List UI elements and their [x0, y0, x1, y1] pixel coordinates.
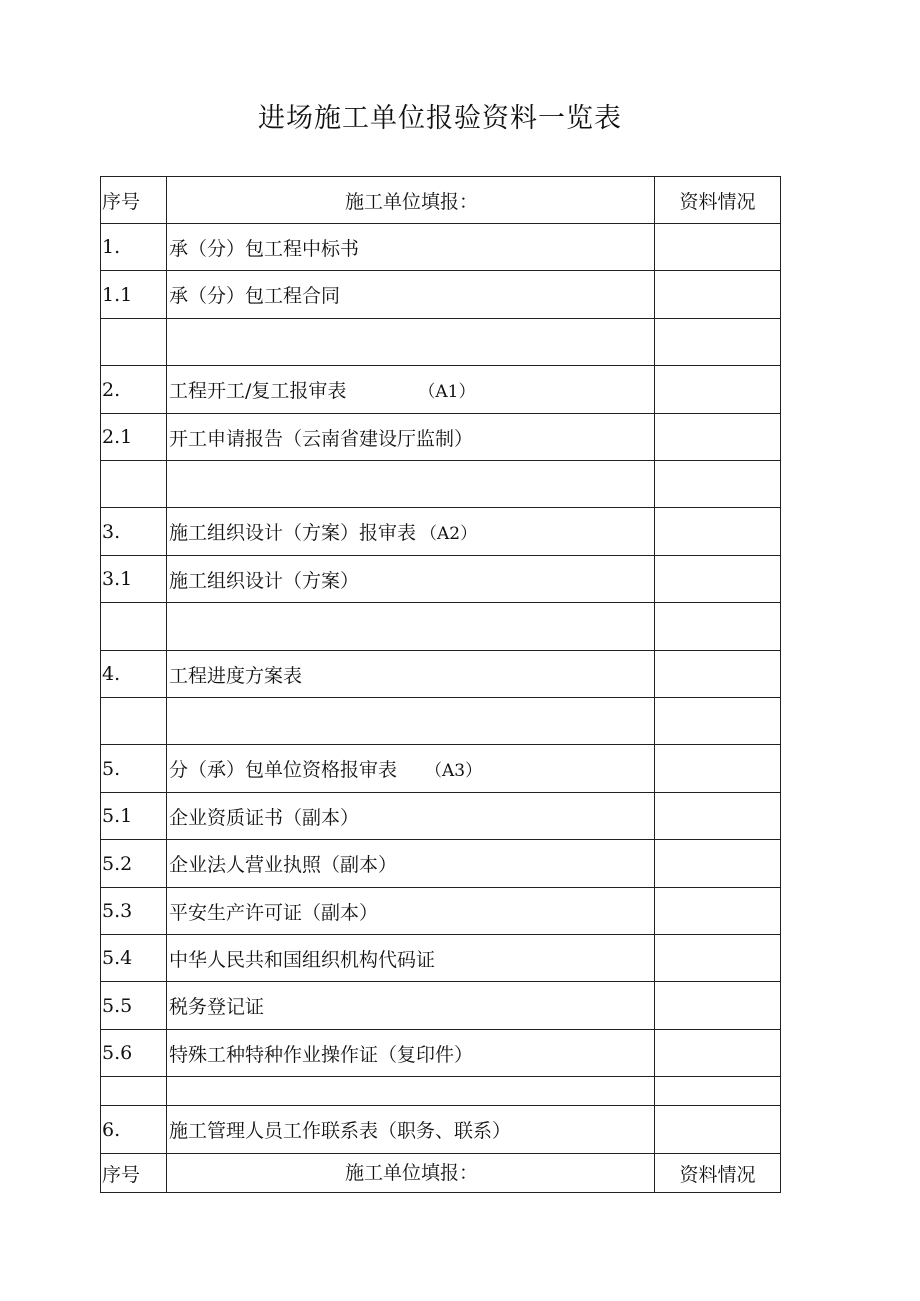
form-code-tag: （A1） — [418, 382, 476, 402]
row-status-cell[interactable] — [655, 556, 781, 603]
row-status-cell[interactable] — [655, 745, 781, 793]
row-item — [167, 888, 655, 935]
row-item — [167, 698, 655, 745]
table-row — [101, 1077, 781, 1106]
table-row — [101, 224, 781, 271]
row-seq: 4. — [101, 651, 167, 698]
table-row — [101, 935, 781, 982]
row-seq: 5.2 — [101, 840, 167, 888]
row-seq: 3.1 — [101, 556, 167, 603]
row-item — [167, 935, 655, 982]
page-title: 进场施工单位报验资料一览表 — [258, 103, 622, 134]
header-item: 施工单位填报： — [167, 177, 655, 224]
row-seq: 2. — [101, 366, 167, 414]
footer-header-item: 施工单位填报： — [167, 1154, 655, 1193]
row-item — [167, 319, 655, 366]
row-seq: 1.1 — [101, 271, 167, 319]
table-row — [101, 888, 781, 935]
table-row — [101, 414, 781, 461]
table-row — [101, 698, 781, 745]
row-seq: 2.1 — [101, 414, 167, 461]
table-header-row — [101, 177, 781, 224]
table-row — [101, 982, 781, 1030]
row-item-text: 承（分）包工程合同 — [169, 285, 341, 307]
row-seq: 5.4 — [101, 935, 167, 982]
row-item-text: 税务登记证 — [169, 996, 265, 1018]
row-item-text: 工程进度方案表 — [169, 664, 303, 687]
table-row — [101, 461, 781, 508]
table-row — [101, 745, 781, 793]
table-row — [101, 271, 781, 319]
row-item-text: 施工组织设计（方案） — [169, 569, 360, 592]
row-item — [167, 271, 655, 319]
row-item-text: 企业资质证书（副本） — [169, 806, 360, 829]
table-footer-header-row — [101, 1154, 781, 1193]
row-status-cell[interactable] — [655, 461, 781, 508]
row-seq — [101, 1077, 167, 1106]
row-item-text: 施工管理人员工作联系表（职务、联系） — [169, 1120, 512, 1142]
row-seq: 5. — [101, 745, 167, 793]
row-status-cell[interactable] — [655, 651, 781, 698]
row-item-text: 分（承）包单位资格报审表 — [169, 759, 398, 781]
table-row — [101, 366, 781, 414]
row-seq: 1. — [101, 224, 167, 271]
header-seq: 序号 — [101, 177, 167, 224]
header-status: 资料情况 — [655, 177, 781, 224]
row-status-cell[interactable] — [655, 1106, 781, 1154]
table-row — [101, 840, 781, 888]
row-item-text: 工程开工/复工报审表 — [169, 380, 347, 402]
row-item — [167, 556, 655, 603]
table-row — [101, 793, 781, 840]
row-item — [167, 508, 655, 556]
row-item-text: 特殊工种特种作业操作证（复印件） — [169, 1043, 474, 1066]
row-seq: 6. — [101, 1106, 167, 1154]
row-item-text: 施工组织设计（方案）报审表 — [169, 522, 417, 544]
row-item — [167, 1106, 655, 1154]
row-item — [167, 1077, 655, 1106]
row-seq: 3. — [101, 508, 167, 556]
row-status-cell[interactable] — [655, 793, 781, 840]
row-seq: 5.3 — [101, 888, 167, 935]
row-item-text: 承（分）包工程中标书 — [169, 237, 360, 260]
row-status-cell[interactable] — [655, 982, 781, 1030]
row-status-cell[interactable] — [655, 603, 781, 651]
row-status-cell[interactable] — [655, 888, 781, 935]
row-status-cell[interactable] — [655, 698, 781, 745]
row-status-cell[interactable] — [655, 414, 781, 461]
table-row — [101, 1030, 781, 1077]
table-row — [101, 508, 781, 556]
row-seq — [101, 319, 167, 366]
row-item-text: 平安生产许可证（副本） — [169, 901, 379, 924]
form-code-tag: （A2） — [420, 524, 478, 544]
row-item — [167, 224, 655, 271]
footer-header-status: 资料情况 — [655, 1154, 781, 1193]
row-status-cell[interactable] — [655, 271, 781, 319]
row-status-cell[interactable] — [655, 366, 781, 414]
row-item — [167, 745, 655, 793]
row-item — [167, 603, 655, 651]
table-row — [101, 319, 781, 366]
table-row — [101, 1106, 781, 1154]
row-item — [167, 414, 655, 461]
row-seq: 5.6 — [101, 1030, 167, 1077]
row-seq — [101, 461, 167, 508]
row-status-cell[interactable] — [655, 935, 781, 982]
row-seq: 5.5 — [101, 982, 167, 1030]
form-code-tag: （A3） — [425, 761, 483, 781]
document-table — [100, 176, 781, 1193]
row-item-text: 企业法人营业执照（副本） — [169, 854, 398, 876]
row-item-text: 中华人民共和国组织机构代码证 — [169, 948, 436, 971]
row-item — [167, 651, 655, 698]
table-row — [101, 651, 781, 698]
row-status-cell[interactable] — [655, 840, 781, 888]
row-item-text: 开工申请报告（云南省建设厅监制） — [169, 427, 474, 450]
row-status-cell[interactable] — [655, 1030, 781, 1077]
row-seq — [101, 698, 167, 745]
row-item — [167, 982, 655, 1030]
row-status-cell[interactable] — [655, 1077, 781, 1106]
row-item — [167, 793, 655, 840]
table-row — [101, 603, 781, 651]
row-seq — [101, 603, 167, 651]
row-status-cell[interactable] — [655, 508, 781, 556]
row-seq: 5.1 — [101, 793, 167, 840]
row-item — [167, 840, 655, 888]
table-row — [101, 556, 781, 603]
row-item — [167, 461, 655, 508]
footer-header-seq: 序号 — [101, 1154, 167, 1193]
row-item — [167, 366, 655, 414]
row-item — [167, 1030, 655, 1077]
row-status-cell[interactable] — [655, 319, 781, 366]
row-status-cell[interactable] — [655, 224, 781, 271]
